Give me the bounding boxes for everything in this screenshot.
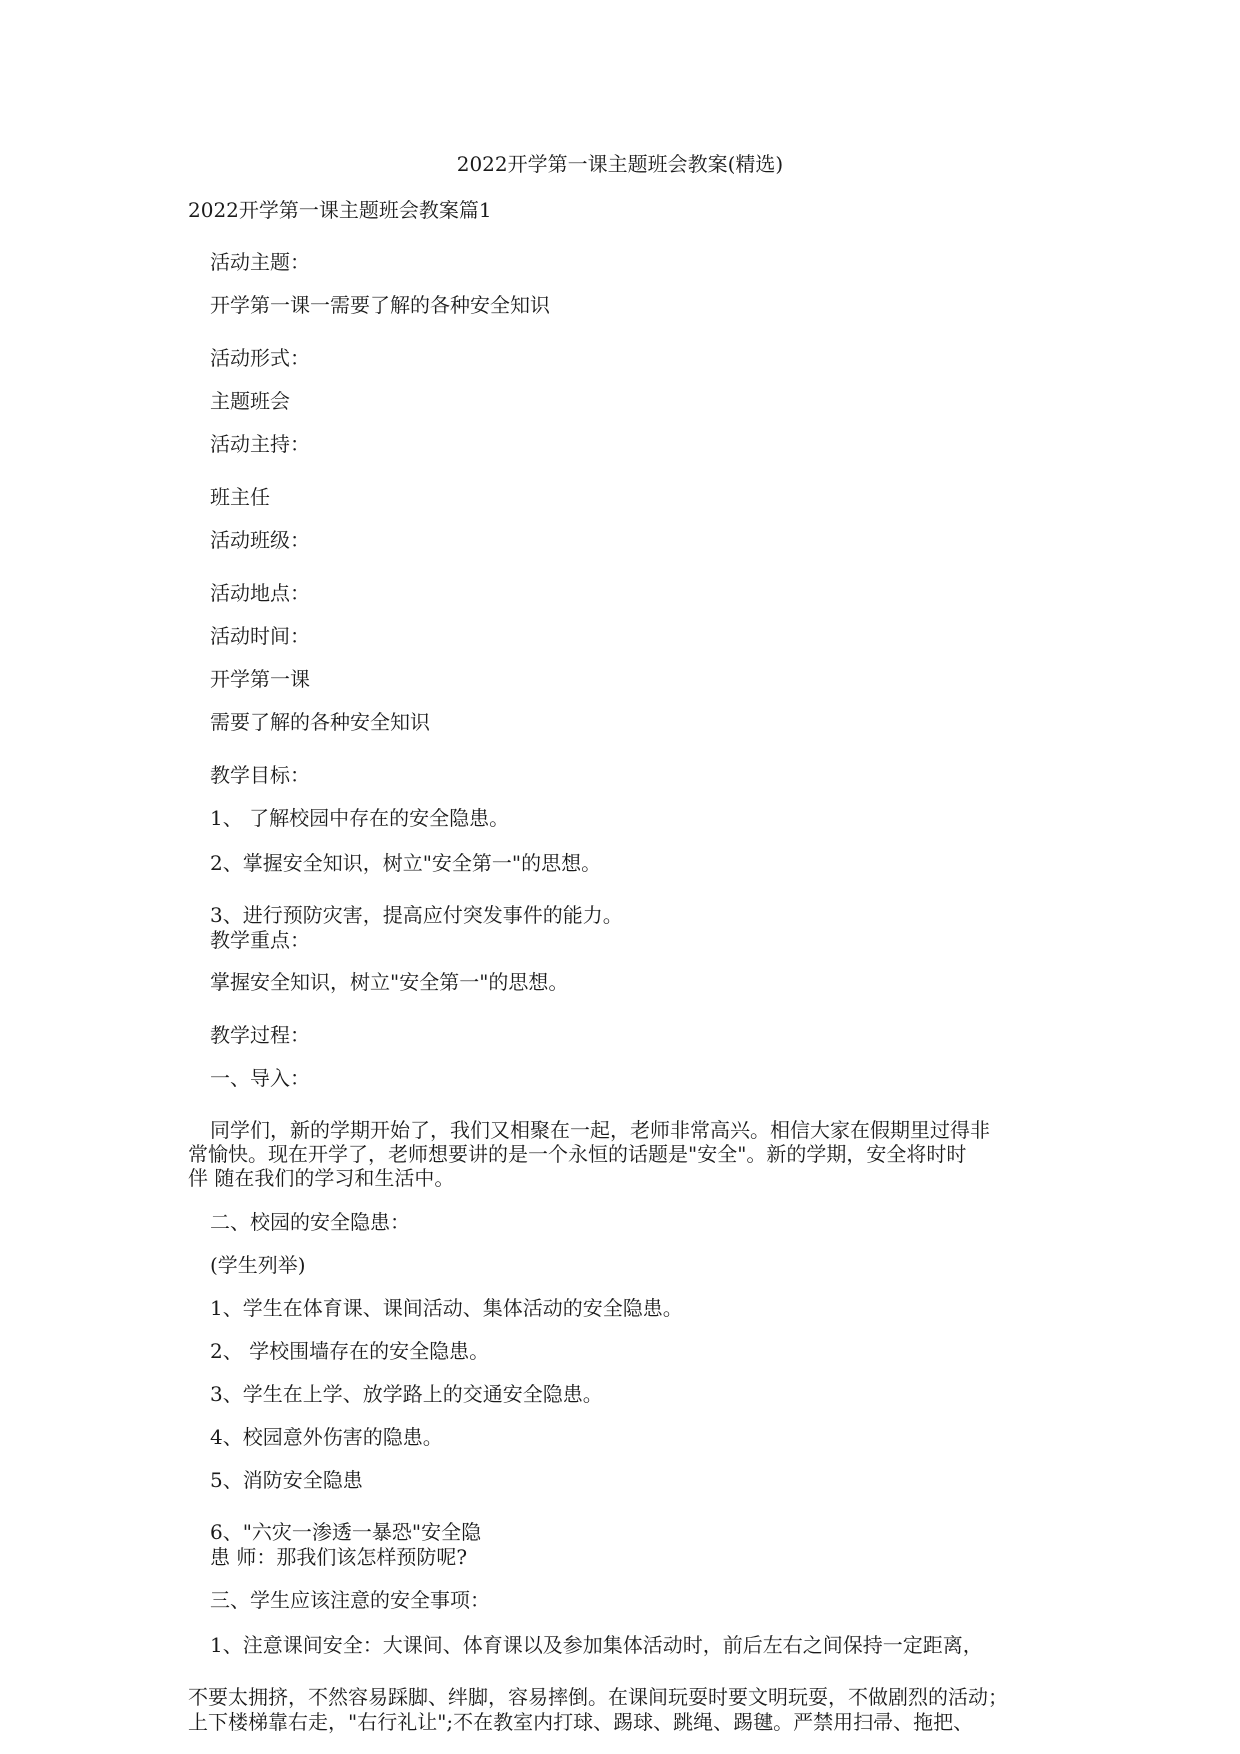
text-first-lesson: 开学第一课 <box>210 667 310 691</box>
text-student-list: (学生列举) <box>210 1253 306 1277</box>
paragraph-line: 不要太拥挤，不然容易踩脚、绊脚，容易摔倒。在课间玩耍时要文明玩耍，不做剧烈的活动； <box>188 1685 1008 1709</box>
goal-item: 2、掌握安全知识，树立"安全第一"的思想。 <box>210 851 602 875</box>
text-safety-knowledge: 需要了解的各种安全知识 <box>210 710 430 734</box>
label-activity-place: 活动地点： <box>210 581 310 605</box>
paragraph-line: 上下楼梯靠右走，"右行礼让";不在教室内打球、踢球、跳绳、踢毽。严禁用扫帚、拖把、 <box>188 1710 974 1734</box>
goal-item: 3、进行预防灾害，提高应付突发事件的能力。 <box>210 903 623 927</box>
section-heading: 三、学生应该注意的安全事项： <box>210 1588 490 1612</box>
section-heading: 二、校园的安全隐患： <box>210 1210 410 1234</box>
document-subtitle: 2022开学第一课主题班会教案篇1 <box>188 198 492 222</box>
label-activity-theme: 活动主题： <box>210 250 310 274</box>
section-heading: 一、导入： <box>210 1066 310 1090</box>
hazard-item: 4、校园意外伤害的隐患。 <box>210 1425 443 1449</box>
text-teaching-focus: 掌握安全知识，树立"安全第一"的思想。 <box>210 970 569 994</box>
paragraph-line: 伴 随在我们的学习和生活中。 <box>188 1166 455 1190</box>
paragraph-line: 常愉快。现在开学了，老师想要讲的是一个永恒的话题是"安全"。新的学期，安全将时时 <box>188 1142 967 1166</box>
document-title: 2022开学第一课主题班会教案(精选) <box>456 152 784 176</box>
text-activity-form: 主题班会 <box>210 389 290 413</box>
hazard-item: 3、学生在上学、放学路上的交通安全隐患。 <box>210 1382 603 1406</box>
label-teaching-process: 教学过程： <box>210 1023 310 1047</box>
label-teaching-focus: 教学重点： <box>210 928 310 952</box>
hazard-item: 6、"六灾一渗透一暴恐"安全隐 <box>210 1520 482 1544</box>
hazard-item: 5、消防安全隐患 <box>210 1468 363 1492</box>
label-teaching-goals: 教学目标： <box>210 763 310 787</box>
label-activity-host: 活动主持： <box>210 432 310 456</box>
goal-item: 1、 了解校园中存在的安全隐患。 <box>210 806 510 830</box>
label-activity-class: 活动班级： <box>210 528 310 552</box>
text-activity-host: 班主任 <box>210 485 270 509</box>
teacher-question: 患 师：那我们该怎样预防呢? <box>210 1545 468 1569</box>
paragraph-line: 1、注意课间安全：大课间、体育课以及参加集体活动时，前后左右之间保持一定距离， <box>210 1633 983 1657</box>
paragraph-line: 同学们，新的学期开始了，我们又相聚在一起，老师非常高兴。相信大家在假期里过得非 <box>210 1118 990 1142</box>
label-activity-form: 活动形式： <box>210 346 310 370</box>
text-activity-theme: 开学第一课一需要了解的各种安全知识 <box>210 293 550 317</box>
hazard-item: 2、 学校围墙存在的安全隐患。 <box>210 1339 490 1363</box>
hazard-item: 1、学生在体育课、课间活动、集体活动的安全隐患。 <box>210 1296 683 1320</box>
label-activity-time: 活动时间： <box>210 624 310 648</box>
